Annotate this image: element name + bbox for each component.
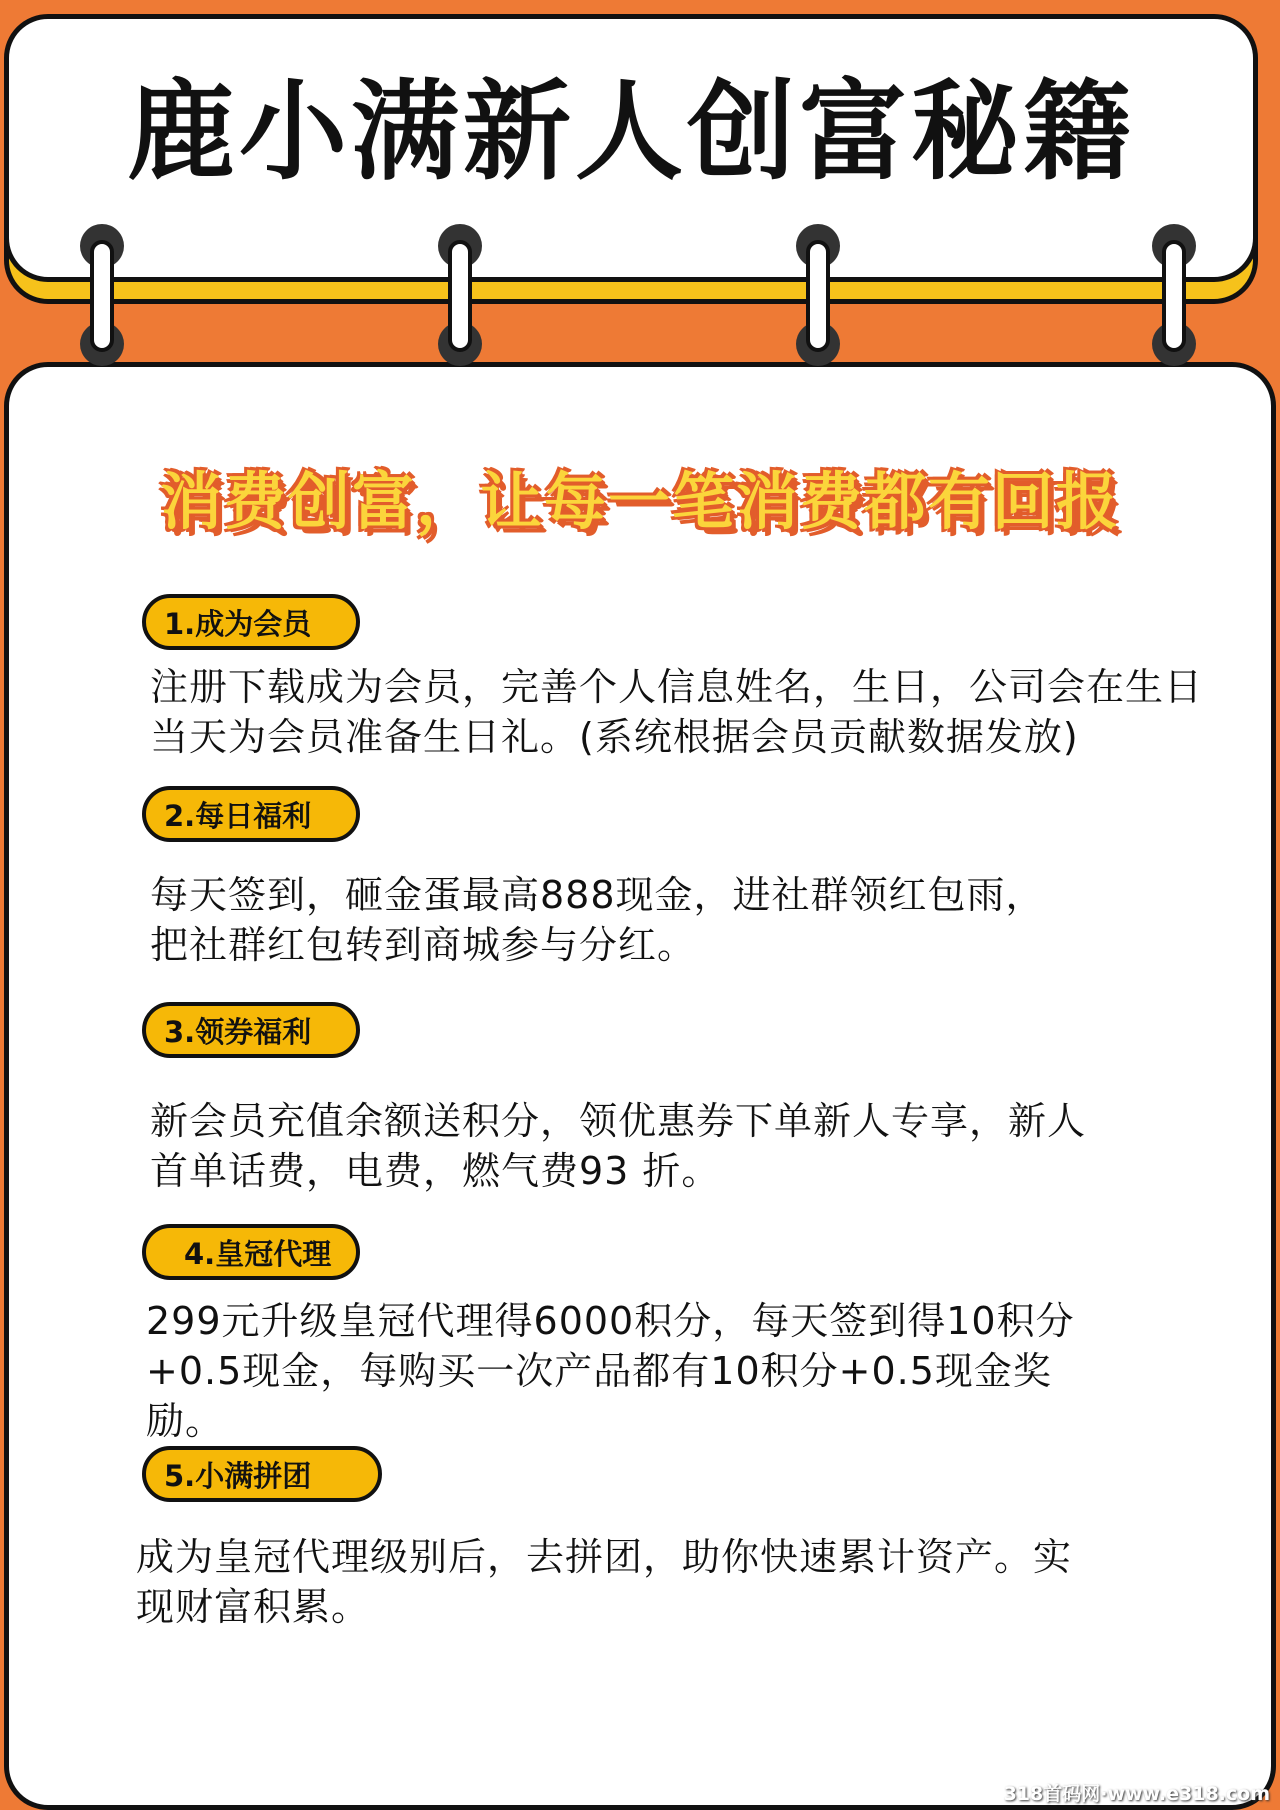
page-title: 鹿小满新人创富秘籍 xyxy=(126,70,1135,195)
section-4-text: 299元升级皇冠代理得6000积分，每天签到得10积分+0.5现金，每购买一次产品都有10积分+0.5现金奖励。 xyxy=(146,1299,1075,1443)
ring-loop-icon xyxy=(90,240,114,352)
ring-loop-icon xyxy=(448,240,472,352)
section-3-text: 新会员充值余额送积分，领优惠券下单新人专享，新人首单话费，电费，燃气费93 折。 xyxy=(150,1099,1087,1193)
section-5-text: 成为皇冠代理级别后，去拼团，助你快速累计资产。实现财富积累。 xyxy=(136,1535,1073,1629)
binder-ring-1 xyxy=(88,228,116,362)
section-1-text: 注册下载成为会员，完善个人信息姓名，生日，公司会在生日当天为会员准备生日礼。(系统根据会员贡献数据发放) xyxy=(150,665,1204,759)
ring-loop-icon xyxy=(1162,240,1186,352)
section-1-badge: 1.成为会员 xyxy=(142,594,360,650)
section-2-badge: 2.每日福利 xyxy=(142,786,360,842)
section-4-badge: 4.皇冠代理 xyxy=(142,1224,360,1280)
subtitle: 消费创富，让每一笔消费都有回报 xyxy=(159,465,1120,538)
watermark: 318首码网·www.e318.com xyxy=(1003,1783,1270,1805)
binder-ring-2 xyxy=(446,228,474,362)
section-2-text: 每天签到，砸金蛋最高888现金，进社群领红包雨，把社群红包转到商城参与分红。 xyxy=(150,873,1045,967)
binder-ring-3 xyxy=(804,228,832,362)
section-5-badge: 5.小满拼团 xyxy=(142,1446,382,1502)
ring-loop-icon xyxy=(806,240,830,352)
section-3-badge: 3.领券福利 xyxy=(142,1002,360,1058)
binder-ring-4 xyxy=(1160,228,1188,362)
